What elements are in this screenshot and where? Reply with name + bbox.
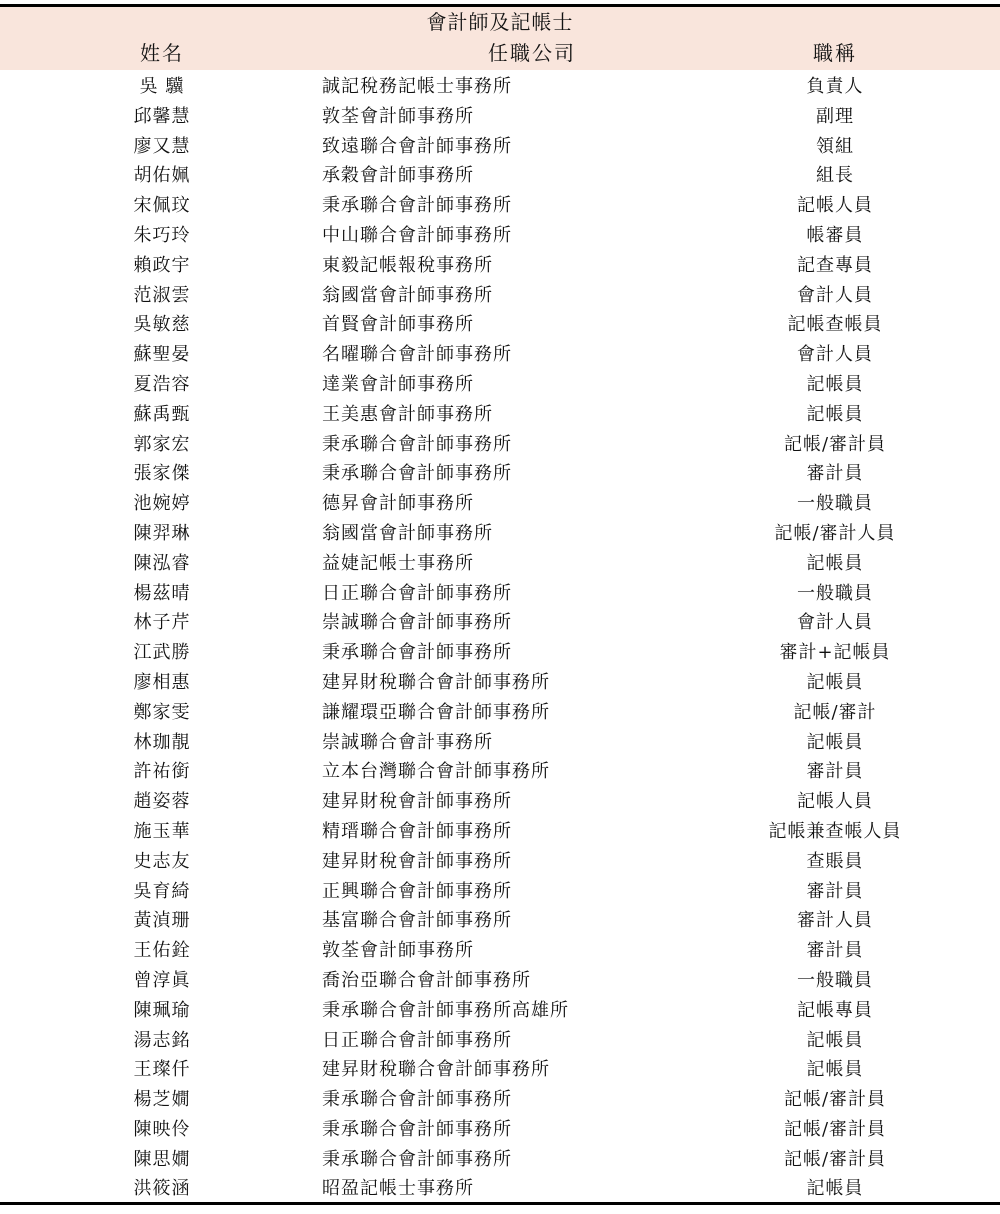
cell-position: 負責人 [806, 76, 864, 97]
cell-position: 查賬員 [806, 850, 864, 872]
cell-company: 喬治亞聯合會計師事務所 [322, 969, 531, 991]
cell-company: 誠記稅務記帳士事務所 [322, 76, 512, 97]
column-header-company: 任職公司 [488, 41, 576, 65]
cell-company: 正興聯合會計師事務所 [322, 880, 512, 902]
table-row [0, 638, 1000, 668]
cell-name: 邱馨慧 [133, 105, 191, 127]
cell-name: 夏浩容 [133, 373, 191, 395]
cell-position: 記帳人員 [797, 791, 873, 813]
cell-name: 吳敏慈 [133, 314, 191, 336]
cell-position: 組長 [816, 165, 854, 187]
table-row [0, 370, 1000, 400]
cell-position: 記查專員 [797, 254, 873, 276]
cell-name: 曾淳眞 [133, 969, 191, 991]
table-row [0, 489, 1000, 519]
cell-company: 崇誠聯合會計事務所 [322, 731, 493, 753]
table-row [0, 519, 1000, 549]
table-row [0, 757, 1000, 787]
cell-name: 郭家宏 [133, 433, 191, 455]
cell-company: 基富聯合會計師事務所 [322, 910, 512, 932]
table-row [0, 1174, 1000, 1204]
cell-name: 朱巧玲 [133, 224, 191, 246]
table-row [0, 161, 1000, 191]
cell-company: 秉承聯合會計師事務所高雄所 [322, 999, 569, 1021]
cell-company: 謙耀環亞聯合會計師事務所 [322, 701, 550, 723]
table-title: 會計師及記帳士 [426, 10, 574, 34]
table-row [0, 1115, 1000, 1145]
table-row [0, 579, 1000, 609]
cell-company: 秉承聯合會計師事務所 [322, 1089, 512, 1111]
cell-name: 廖相惠 [133, 671, 191, 693]
cell-company: 翁國當會計師事務所 [322, 522, 493, 544]
table-row [0, 608, 1000, 638]
cell-company: 日正聯合會計師事務所 [322, 582, 512, 604]
table-row [0, 966, 1000, 996]
cell-position: 記帳兼查帳人員 [768, 820, 902, 842]
cell-position: 記帳人員 [797, 195, 873, 217]
table-row [0, 906, 1000, 936]
cell-company: 秉承聯合會計師事務所 [322, 1118, 512, 1140]
column-header-name: 姓名 [140, 41, 184, 65]
table-row [0, 430, 1000, 460]
table-row [0, 1026, 1000, 1056]
cell-company: 秉承聯合會計師事務所 [322, 463, 512, 485]
cell-company: 益婕記帳士事務所 [322, 552, 474, 574]
cell-company: 建昇財稅會計師事務所 [322, 791, 512, 813]
table-row [0, 996, 1000, 1026]
table-row [0, 221, 1000, 251]
cell-position: 記帳員 [806, 1059, 864, 1081]
cell-position: 審計員 [806, 880, 864, 902]
cell-position: 記帳/審計員 [783, 433, 887, 455]
cell-name: 胡佑姵 [133, 165, 191, 187]
bottom-border-rule [0, 1202, 1000, 1205]
cell-position: 記帳/審計人員 [774, 522, 896, 544]
cell-company: 首賢會計師事務所 [322, 314, 474, 336]
cell-company: 致遠聯合會計師事務所 [322, 135, 512, 157]
cell-position: 一般職員 [797, 493, 873, 515]
cell-company: 日正聯合會計師事務所 [322, 1029, 512, 1051]
cell-position: 會計人員 [797, 344, 873, 366]
cell-position: 審計員 [806, 463, 864, 485]
table-row [0, 1085, 1000, 1115]
cell-company: 翁國當會計師事務所 [322, 284, 493, 306]
cell-company: 秉承聯合會計師事務所 [322, 433, 512, 455]
cell-company: 昭盈記帳士事務所 [322, 1178, 474, 1200]
cell-position: 記帳員 [806, 1029, 864, 1051]
table-row [0, 340, 1000, 370]
cell-company: 秉承聯合會計師事務所 [322, 642, 512, 664]
cell-position: 一般職員 [797, 582, 873, 604]
cell-name: 楊芝嫺 [133, 1089, 191, 1111]
cell-position: 會計人員 [797, 612, 873, 634]
cell-name: 陳羿琳 [133, 522, 191, 544]
table-row [0, 459, 1000, 489]
cell-company: 名曜聯合會計師事務所 [322, 344, 512, 366]
cell-name: 陳映伶 [133, 1118, 191, 1140]
cell-name: 范淑雲 [133, 284, 191, 306]
cell-name: 王璨仟 [133, 1059, 191, 1081]
cell-name: 湯志銘 [133, 1029, 191, 1051]
cell-name: 王佑銓 [133, 940, 191, 962]
cell-company: 達業會計師事務所 [322, 373, 474, 395]
table-row [0, 817, 1000, 847]
cell-position: 記帳/審計員 [783, 1148, 887, 1170]
cell-company: 敦荃會計師事務所 [322, 940, 474, 962]
cell-company: 建昇財稅會計師事務所 [322, 850, 512, 872]
cell-position: 副理 [816, 105, 854, 127]
cell-company: 秉承聯合會計師事務所 [322, 195, 512, 217]
cell-position: 記帳/審計員 [783, 1118, 887, 1140]
cell-name: 蘇聖晏 [133, 344, 191, 366]
cell-name: 池婉婷 [133, 493, 191, 515]
cell-position: 一般職員 [797, 969, 873, 991]
cell-position: 審計員 [806, 940, 864, 962]
cell-position: 記帳/審計 [793, 701, 877, 723]
cell-company: 立本台灣聯合會計師事務所 [322, 761, 550, 783]
table-row [0, 1055, 1000, 1085]
cell-company: 崇誠聯合會計師事務所 [322, 612, 512, 634]
cell-name: 陳泓睿 [133, 552, 191, 574]
table-row [0, 787, 1000, 817]
table-row [0, 132, 1000, 162]
cell-name: 鄭家雯 [133, 701, 191, 723]
cell-company: 東毅記帳報稅事務所 [322, 254, 493, 276]
table-header [0, 7, 1000, 70]
cell-position: 記帳員 [806, 731, 864, 753]
cell-position: 審計人員 [797, 910, 873, 932]
cell-position: 會計人員 [797, 284, 873, 306]
table-row [0, 847, 1000, 877]
cell-company: 中山聯合會計師事務所 [322, 224, 512, 246]
cell-company: 承穀會計師事務所 [322, 165, 474, 187]
table-row [0, 191, 1000, 221]
cell-name: 趙姿蓉 [133, 791, 191, 813]
column-header-position: 職稱 [813, 41, 857, 65]
cell-name: 吳育綺 [133, 880, 191, 902]
table-row [0, 668, 1000, 698]
table-row [0, 936, 1000, 966]
cell-position: 記帳員 [806, 1178, 864, 1200]
cell-company: 建昇財稅聯合會計師事務所 [322, 671, 550, 693]
cell-position: 帳審員 [806, 224, 864, 246]
cell-name: 宋佩玟 [133, 195, 191, 217]
table-row [0, 251, 1000, 281]
table-row [0, 400, 1000, 430]
cell-position: 記帳員 [806, 552, 864, 574]
cell-company: 敦荃會計師事務所 [322, 105, 474, 127]
cell-name: 廖又慧 [133, 135, 191, 157]
cell-name: 林子芹 [133, 612, 191, 634]
cell-name: 蘇禹甄 [133, 403, 191, 425]
table-row [0, 877, 1000, 907]
cell-name: 江武勝 [133, 642, 191, 664]
cell-name: 陳珮瑜 [133, 999, 191, 1021]
cell-position: 記帳員 [806, 671, 864, 693]
table-row [0, 72, 1000, 102]
cell-name: 賴政宇 [133, 254, 191, 276]
cell-name: 吳 驥 [139, 76, 185, 97]
cell-position: 記帳專員 [797, 999, 873, 1021]
cell-position: 審計員 [806, 761, 864, 783]
table-row [0, 310, 1000, 340]
table-row [0, 102, 1000, 132]
cell-position: 記帳員 [806, 403, 864, 425]
cell-name: 楊茲晴 [133, 582, 191, 604]
cell-name: 許祐銜 [133, 761, 191, 783]
table-row [0, 728, 1000, 758]
cell-name: 施玉華 [133, 820, 191, 842]
cell-company: 秉承聯合會計師事務所 [322, 1148, 512, 1170]
cell-name: 洪筱涵 [133, 1178, 191, 1200]
cell-position: 審計+記帳員 [779, 642, 891, 664]
cell-position: 記帳查帳員 [787, 314, 883, 336]
cell-name: 陳思嫺 [133, 1148, 191, 1170]
cell-company: 精瑨聯合會計師事務所 [322, 820, 512, 842]
cell-company: 建昇財稅聯合會計師事務所 [322, 1059, 550, 1081]
cell-company: 德昇會計師事務所 [322, 493, 474, 515]
table-body [0, 72, 1000, 1204]
cell-name: 黃湞珊 [133, 910, 191, 932]
cell-company: 王美惠會計師事務所 [322, 403, 493, 425]
table-row [0, 549, 1000, 579]
cell-name: 林珈靚 [133, 731, 191, 753]
cell-position: 記帳員 [806, 373, 864, 395]
cell-name: 史志友 [133, 850, 191, 872]
cell-name: 張家傑 [133, 463, 191, 485]
cell-position: 領組 [816, 135, 854, 157]
table-row [0, 1145, 1000, 1175]
cell-position: 記帳/審計員 [783, 1089, 887, 1111]
table-row [0, 281, 1000, 311]
table-row [0, 698, 1000, 728]
